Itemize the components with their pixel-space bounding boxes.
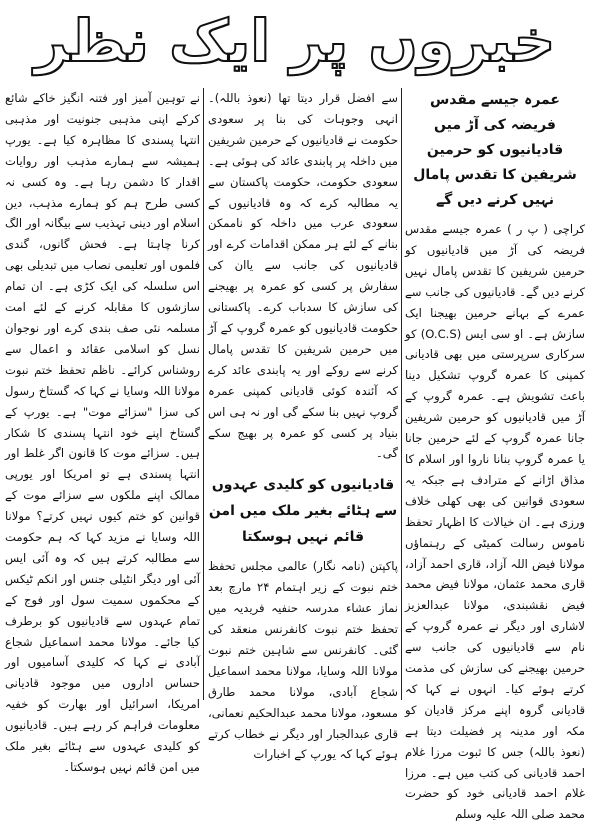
article-headline: عمرہ جیسے مقدس فریضہ کی آڑ میں قادیانیوں کو حرمین شریفین کا تقدس پامال نہیں کرنے دیں گے — [413, 92, 577, 208]
column-left-article — [5, 88, 200, 774]
article-body: کراچی ( پ ر ) عمرہ جیسے مقدس فریضہ کی آڑ میں قادیانیوں کو حرمین شریفین کا تقدس پامال نہیں کرنے دیں گے۔ قادیانیوں کی جانب سے عمرے کے بہانے حرمین بھیجنا ایک سازش ہے۔ او سی ایس (O.C.S) کو سرکاری سرپرستی میں بھی قادیانی کمپنی کا عمرہ گروپ تشکیل دینا باعث تشویش ہے۔ عمرہ گروپ کے آڑ میں قادیانیوں کو حرمین شریفین جانا عمرہ گروپ کے لئے حرمین جانا یا عمرہ گروپ بنانا ناروا اور اسلام کا مذاق اڑانے کے مترادف ہے جبکہ یہ سعودی قوانین کی بھی کھلی خلاف ورزی ہے۔ ان خیالات کا اظہار تحفظ ناموس رسالت کمیٹی کے رہنماؤں مولانا فیض اللہ آزاد، قاری احمد آزاد، قاری محمد عثمان، مولانا فیض محمد فیض نقشبندی، مولانا عبدالعزیز لاشاری اور دیگر نے عمرہ گروپ کے نام سے قادیانیوں کی جانب سے حرمین بھیجنے کی سازش کی مذمت کرتے ہوئے کیا۔ انہوں نے کہا کہ قادیانی گروہ اپنے مرکز قادیان کو مکہ اور مدینہ پر فضیلت دیتا ہے (نعوذ باللہ) جس کا ثبوت مرزا غلام احمد قادیانی کی کتب میں ہے۔ مرزا غلام احمد قادیانی خود کو حضرت محمد صلی اللہ علیہ وسلم — [405, 222, 585, 822]
column-right-article — [405, 88, 585, 822]
article-body: پاکپتن (نامہ نگار) عالمی مجلس تحفظ ختم نبوت کے زیر اہتمام ۲۴ مارچ بعد نماز عشاء مدرسہ حنفیہ فریدیہ میں تحفظ ختم نبوت کانفرنس منعقد کی گئی۔ کانفرنس سے شاہین ختم نبوت مولانا اللہ وسایا، مولانا محمد اسماعیل شجاع آبادی، مولانا محمد طارق مسعود، مولانا محمد عبدالحکیم نعمانی، قاری عبدالجبار اور دیگر نے خطاب کرتے ہوئے کہا کہ یورپ کے اخبارات — [208, 559, 398, 762]
article-body-continued: نے توہین آمیز اور فتنہ انگیز خاکے شائع کرکے اپنی مذہبی جنونیت اور مذہبی انتہا پسندی کا مظاہرہ کیا ہے۔ یورپ ہمیشہ سے ہمارے مذہب اور روایات اقدار کا دشمن رہا ہے۔ وہ کسی نہ کسی طرح ہم کو ہمارے مذہب، دین اسلام اور دینی تہذیب سے بیگانہ اور الگ کرنا چاہتا ہے۔ فحش گانوں، گندی فلموں اور تعلیمی نصاب میں تبدیلی بھی اس سلسلہ کی ایک کڑی ہے۔ ان تمام سازشوں کا مقابلہ کرنے کے لئے امت مسلمہ نئی صف بندی کرے اور نوجوان نسل کو اسلامی عقائد و اعمال سے روشناس کرائے۔ ناظم تحفظ ختم نبوت مولانا اللہ وسایا نے کہا کہ گستاخ رسول کی سزا "سزائے موت" ہے۔ یورپ کے گستاخ اپنے خود انتہا پسندی کا شکار ہیں۔ سزائے موت کا قانون اگر غلط اور انتہا پسندی ہے تو امریکا اور یورپی ممالک اپنے ملکوں سے سزائے موت کے قوانین کو ختم کیوں نہیں کرتے؟ مولانا اللہ وسایا نے مزید کہا کہ ہم حکومت سے مطالبہ کرتے ہیں کہ وہ آئی ایس آئی اور دیگر انٹیلی جنس اور انکم ٹیکس کے محکموں سمیت سول اور فوج کے تمام عہدوں سے قادیانیوں کو برطرف کیا جائے۔ مولانا محمد اسماعیل شجاع آبادی نے کہا کہ کلیدی آسامیوں اور حساس اداروں میں موجود قادیانی امریکا، اسرائیل اور بھارت کو خفیہ معلومات فراہم کر رہے ہیں۔ قادیانیوں کو کلیدی عہدوں سے ہٹائے بغیر ملک میں امن قائم نہیں ہوسکتا۔ — [5, 91, 200, 774]
column-divider — [203, 88, 204, 700]
banner-title: خبروں پر ایک نظر — [34, 7, 556, 75]
article-subheadline: قادیانیوں کو کلیدی عہدوں سے ہٹائے بغیر ملک میں امن قائم نہیں ہوسکتا — [208, 477, 398, 546]
article-body-continued: سے افضل قرار دیتا تھا (نعوذ باللہ)۔ انہی وجوہات کی بنا پر سعودی حکومت نے قادیانیوں کے حرمین شریفین میں داخلہ پر پابندی عائد کی ہوئی ہے۔ سعودی حکومت، حکومت پاکستان سے یہ مطالبہ کرے کہ وہ قادیانیوں کے سعودی عرب میں داخلہ کو ناممکن بنانے کے لئے ہر ممکن اقدامات کرے اور قادیانیوں کی جانب سے یاان کی سفارش پر کسی کو عمرہ پر بھیجنے کی سازش کا سدباب کرے۔ پاکستانی حکومت قادیانیوں کو عمرہ گروپ کے آڑ میں حرمین شریفین کا تقدس پامال کرنے سے روکے اور یہ پابندی عائد کرے کہ آئندہ کوئی قادیانی کمپنی عمرہ گروپ نہیں بنا سکے گی اور نہ ہی اس بنیاد پر کسی کو عمرہ پر بھیج سکے گی۔ — [208, 91, 398, 461]
column-divider — [401, 88, 402, 700]
page-banner — [0, 0, 590, 82]
column-middle-article — [208, 88, 398, 762]
